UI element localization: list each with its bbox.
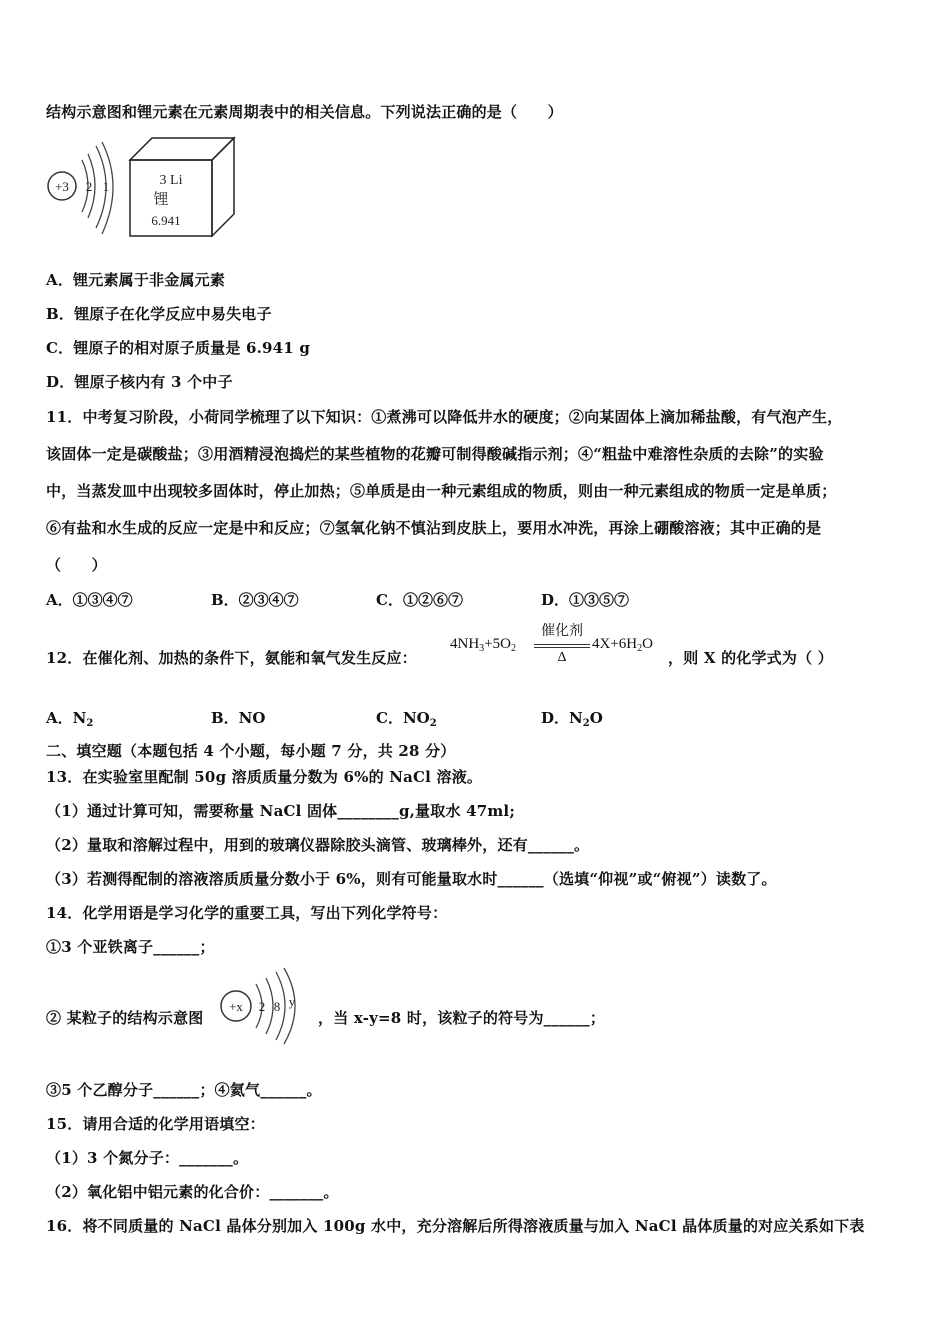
eq-right-sub: 2: [637, 643, 643, 654]
q11-line-2: 该固体一定是碳酸盐；③用酒精浸泡捣烂的某些植物的花瓣可制得酸碱指示剂；④“粗盐中难溶性杂质的去除”的实验: [46, 445, 824, 463]
eq-plus: +5O: [484, 636, 511, 652]
q14-part-2-after: ，当 x-y=8 时，该粒子的符号为______；: [318, 1009, 606, 1027]
q11-option-b: B．②③④⑦: [211, 591, 299, 609]
q12-option-a: A．$N_2$: [46, 709, 94, 729]
q13-part-2: （2）量取和溶解过程中，用到的玻璃仪器除胶头滴管、玻璃棒外，还有______。: [46, 836, 590, 854]
q12-option-c: C．$NO_2$: [376, 709, 437, 729]
q11-line-1: 11．中考复习阶段，小荷同学梳理了以下知识：①煮沸可以降低井水的硬度；②向某固体上滴加稀盐酸，有气泡产生，: [46, 408, 843, 426]
lithium-nucleus-label: +3: [55, 179, 69, 194]
q14-part-3: ③5 个乙醇分子______；④氦气______。: [46, 1081, 322, 1099]
lithium-shell-2: 1: [102, 179, 110, 194]
q12-equation: [450, 620, 670, 670]
element-mass: 6.941: [151, 213, 181, 228]
particle-shell-2: 8: [273, 999, 281, 1014]
particle-shell-3: y: [288, 994, 296, 1009]
q13-stem: 13．在实验室里配制 50g 溶质质量分数为 6%的 NaCl 溶液。: [46, 768, 483, 786]
q15-part-2: （2）氧化铝中铝元素的化合价：_______。: [46, 1183, 339, 1201]
q12-option-d: D．$N_2O$: [541, 709, 603, 729]
q11-option-d: D．①③⑤⑦: [541, 591, 630, 609]
periodic-table-cell: [124, 132, 244, 240]
q14-part-2-before: ② 某粒子的结构示意图: [46, 1009, 204, 1027]
q12-stem-before: 12．在催化剂、加热的条件下，氨能和氧气发生反应：: [46, 649, 417, 667]
q12-option-b: B．NO: [211, 709, 266, 727]
q11-option-c: C．①②⑥⑦: [376, 591, 463, 609]
eq-right-end: O: [642, 636, 653, 652]
q10-option-c: C．锂原子的相对原子质量是 6.941 g: [46, 339, 311, 357]
element-name: 锂: [153, 190, 169, 208]
eq-left-sub: 3: [479, 643, 485, 654]
eq-heat: Δ: [557, 650, 567, 665]
q10-option-d: D．锂原子核内有 3 个中子: [46, 373, 233, 391]
lithium-atom-diagram: [44, 140, 124, 240]
q10-option-a: A．锂元素属于非金属元素: [46, 271, 226, 289]
eq-plus-sub: 2: [510, 643, 516, 654]
particle-structure-diagram: [214, 966, 314, 1046]
q11-line-5: （ ）: [46, 556, 107, 574]
q10-stem: 结构示意图和锂元素在元素周期表中的相关信息。下列说法正确的是（ ）: [46, 103, 563, 121]
q14-part-1: ①3 个亚铁离子______；: [46, 938, 215, 956]
q12-stem-after: ，则 X 的化学式为（ ）: [668, 649, 833, 667]
q14-stem: 14．化学用语是学习化学的重要工具，写出下列化学符号：: [46, 904, 448, 922]
section-2-heading: 二、填空题（本题包括 4 个小题，每小题 7 分，共 28 分）: [46, 742, 456, 760]
q11-line-3: 中，当蒸发皿中出现较多固体时，停止加热；⑤单质是由一种元素组成的物质，则由一种元素组成的物质一定是单质；: [46, 482, 837, 500]
q15-part-1: （1）3 个氮分子：_______。: [46, 1149, 249, 1167]
q11-line-4: ⑥有盐和水生成的反应一定是中和反应；⑦氢氧化钠不慎沾到皮肤上，要用水冲洗，再涂上硼酸溶液；其中正确的是: [46, 519, 822, 537]
q13-part-1: （1）通过计算可知，需要称量 NaCl 固体________g,量取水 47ml;: [46, 802, 516, 820]
q11-option-a: A．①③④⑦: [46, 591, 133, 609]
q15-stem: 15．请用合适的化学用语填空：: [46, 1115, 265, 1133]
eq-left: 4NH: [450, 636, 480, 652]
q10-option-b: B．锂原子在化学反应中易失电子: [46, 305, 272, 323]
lithium-shell-1: 2: [85, 179, 93, 194]
eq-right: 4X+6H: [592, 636, 638, 652]
eq-catalyst: 催化剂: [541, 624, 583, 639]
particle-nucleus-label: +x: [229, 999, 243, 1014]
particle-shell-1: 2: [258, 999, 266, 1014]
element-number-symbol: 3 Li: [159, 173, 183, 188]
q13-part-3: （3）若测得配制的溶液溶质质量分数小于 6%，则有可能量取水时______（选填“仰视”或“俯视”）读数了。: [46, 870, 777, 888]
q16-stem: 16．将不同质量的 NaCl 晶体分别加入 100g 水中，充分溶解后所得溶液质量与加入 NaCl 晶体质量的对应关系如下表: [46, 1217, 865, 1235]
